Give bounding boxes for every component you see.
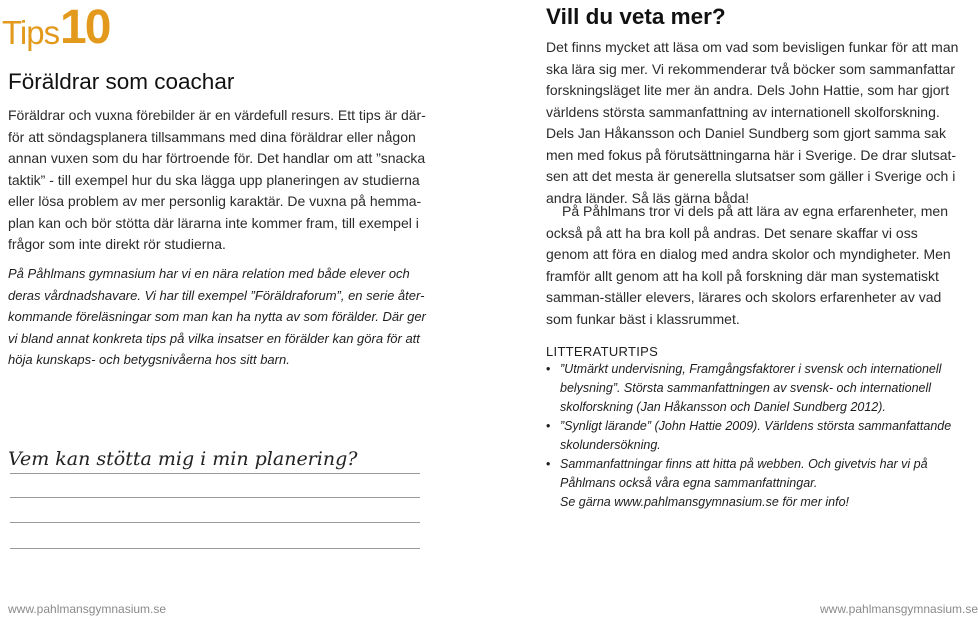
right-paragraph-1: Det finns mycket att läsa om vad som bevisligen funkar för att man ska lära sig mer. Vi rekommenderar två böcker som sammanfattar forskningsläget lite mer än andra. Dels John Hattie, som har gjort världens största sammanfattning av internationell skolforskning. Dels Jan Håkansson och Daniel Sundberg som gjort samma sak men med fokus på förutsättningarna här i Sverige. De drar slutsat-sen att det mesta är generella slutsatser som gäller i Sverige och i andra länder. Så läs gärna båda! [546, 39, 959, 206]
script-question: Vem kan stötta mig i min planering? [8, 448, 358, 470]
writing-line[interactable] [10, 548, 420, 549]
bullet-icon: • [546, 457, 551, 471]
left-paragraph-2: På Påhlmans gymnasium har vi en nära relation med både elever och deras vårdnadshavare. Vi har till exempel ”Föräldraforum”, en serie åter-kommande föreläsningar som man kan ha nytta av som förälder. Där ger vi bland annat konkreta tips på vilka insatser en förälder kan göra för att höja kunskaps- och betygsnivåerna hos sitt barn. [8, 266, 426, 367]
bullet-icon: • [546, 362, 551, 376]
reference-text: ”Utmärkt undervisning, Framgångsfaktorer i svensk och internationell belysning”. Största sammanfattningen av svensk- och internationell skolforskning (Jan Håkansson och Daniel Sundberg 2012). [560, 362, 942, 414]
closing-text: Se gärna www.pahlmansgymnasium.se för mer info! [560, 495, 850, 509]
writing-line[interactable] [10, 522, 420, 523]
reference-list [546, 360, 960, 512]
right-paragraph-2 [546, 201, 960, 330]
right-paragraph-2-text: På Påhlmans tror vi dels på att lära av egna erfarenheter, men också på att ha bra koll på andras. Det senare skaffar vi oss genom att föra en dialog med andra skolor och myndigheter. Men framför allt genom att ha koll på forskning där man systematiskt samman-ställer elevers, lärares och skolors erfarenheter av vad som funkar bäst i klassrummet. [546, 203, 951, 327]
literature-heading: LITTERATURTIPS [546, 344, 659, 359]
writing-line[interactable] [10, 497, 420, 498]
reference-item [546, 455, 960, 512]
right-title: Vill du veta mer? [546, 4, 726, 29]
writing-line[interactable] [10, 473, 420, 474]
footer-url-left[interactable]: www.pahlmansgymnasium.se [8, 602, 167, 616]
reference-item [546, 417, 960, 455]
reference-text: Sammanfattningar finns att hitta på webben. Och givetvis har vi på Påhlmans också våra egna sammanfattningar. [560, 457, 928, 490]
bullet-icon: • [546, 419, 551, 433]
tips-word: Tips [2, 14, 60, 51]
page-title: Föräldrar som coachar [8, 69, 235, 94]
left-paragraph-1: Föräldrar och vuxna förebilder är en värdefull resurs. Ett tips är där-för att söndagsplanera tillsammans med dina föräldrar eller någon annan vuxen som du har förtroende för. Det handlar om att ”snacka taktik” - till exempel hur du ska lägga upp planeringen av studierna eller lösa problem av mer personlig karaktär. De vuxna på hemma-plan kan och bör stötta där lärarna inte kommer fram, till exempel i frågor som inte direkt rör studierna. [8, 107, 426, 252]
tips-number: 10 [60, 1, 110, 54]
reference-item [546, 360, 960, 417]
reference-text: ”Synligt lärande” (John Hattie 2009). Världens största sammanfattande skolundersökning. [560, 419, 952, 452]
footer-url-right[interactable]: www.pahlmansgymnasium.se [820, 602, 978, 616]
